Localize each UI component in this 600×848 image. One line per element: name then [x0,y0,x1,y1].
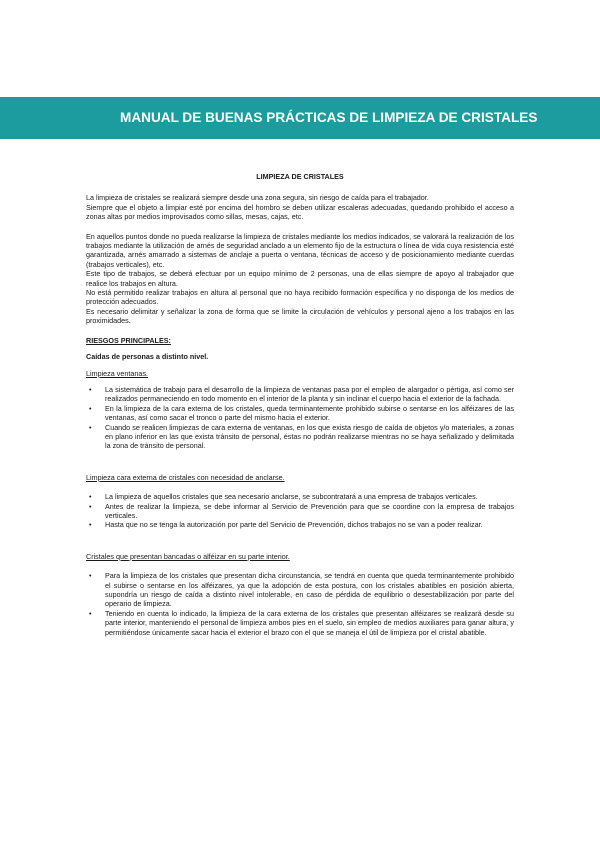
bullet-icon: • [89,403,92,413]
list-item: • En la limpieza de la cara externa de los cristales, queda terminantemente prohibido subirse o sentarse en los alféizares de las ventanas, así como sacar el tronco o parte del mismo hacia el exterior. [89,403,514,423]
section-title: LIMPIEZA DE CRISTALES [256,172,344,181]
risks-heading: RIESGOS PRINCIPALES: [86,335,171,345]
bullet-icon: • [89,520,92,530]
section-heading-anchoring: Limpieza cara externa de cristales con necesidad de anclarse. [86,472,285,482]
list-item: • Antes de realizar la limpieza, se debe informar al Servicio de Prevención para que se coordine con la empresa de trabajos verticales. [89,501,514,520]
bullet-icon: • [89,608,92,618]
bullet-list-anchoring [86,492,514,530]
list-item: • Hasta que no se tenga la autorización por parte del Servicio de Prevención, dichos trabajos no se van a poder realizar. [89,520,483,530]
list-item: • La limpieza de aquellos cristales que sea necesario anclarse, se subcontratará a una empresa de trabajos verticales. [89,492,478,502]
intro-paragraph-2: Siempre que el objeto a limpiar esté por encima del hombro se deben utilizar escaleras adecuadas, quedando prohibido el acceso a zonas altas por medios improvisados como sillas, mesas, cajas, etc. [86,202,514,222]
paragraph-team: Este tipo de trabajos, se deberá efectuar por un equipo mínimo de 2 personas, una de ellas siempre de apoyo al trabajador que realice los trabajos en altura. [86,269,514,288]
document-title: MANUAL DE BUENAS PRÁCTICAS DE LIMPIEZA DE CRISTALES [120,110,538,125]
bullet-list-windows [86,385,514,451]
risk-item: Caídas de personas a distinto nivel. [86,352,209,362]
header-banner [0,97,600,139]
paragraph-signalling: Es necesario delimitar y señalizar la zona de forma que se limite la circulación de vehículos y personal ajeno a los trabajos en las proximidades. [86,306,514,326]
bullet-icon: • [89,571,92,581]
bullet-icon: • [89,384,92,394]
bullet-icon: • [89,422,92,432]
list-item: • Teniendo en cuenta lo indicado, la limpieza de la cara externa de los cristales que presentan alféizares se realizará desde su parte interior, manteniendo el personal de limpieza ambos pies en el suelo, sin empleo de medios auxiliares para ganar altura, y permitiéndose únicamente sacar hacia el exterior el brazo con el que se maneja el útil de limpieza por el cristal abatible. [89,608,514,637]
paragraph-training: No está permitido realizar trabajos en altura al personal que no haya recibido formación específica y no disponga de los medios de protección adecuados. [86,288,514,307]
intro-paragraph-1: La limpieza de cristales se realizará siempre desde una zona segura, sin riesgo de caída para el trabajador. [86,193,429,203]
section-heading-sills: Cristales que presentan bancadas o alféizar en su parte interior. [86,551,290,561]
document-body [86,172,514,637]
list-item: • Para la limpieza de los cristales que presentan dicha circunstancia, se tendrá en cuenta que queda terminantemente prohibido el subirse o sentarse en los alféizares, ya que la adopción de esta postura, con los cristales abatibles en posición abierta, supondría un riesgo de caída a distinto nivel intolerable, en caso de pérdida de equilibrio o desestabilización por parte del operario de limpieza. [89,571,514,609]
section-heading-windows: Limpieza ventanas. [86,368,148,378]
list-item: • La sistemática de trabajo para el desarrollo de la limpieza de ventanas pasa por el empleo de alargador o pértiga, así como ser realizados permaneciendo en todo momento en el interior de la planta y sin inclinar el cuerpo hacia el exterior de la fachada. [89,384,514,404]
bullet-icon: • [89,492,92,502]
list-item: • Cuando se realicen limpiezas de cara externa de ventanas, en los que exista riesgo de caída de objetos y/o materiales, a zonas en plano inferior en las que exista tránsito de personal, éstas no podrán realizarse mientras no se haya señalizado y delimitada la zona de tránsito de personal. [89,422,514,451]
bullet-icon: • [89,501,92,511]
bullet-list-sills [86,571,514,637]
paragraph-harness: En aquellos puntos donde no pueda realizarse la limpieza de cristales mediante los medios indicados, se valorará la realización de los trabajos mediante la utilización de arnés de seguridad anclado a un elemento fijo de la estructura o línea de vida cuya resistencia esté garantizada, arnés amarrado a sistemas de anclaje a puerta o ventana, técnicas de acceso y de posicionamiento mediante cuerdas (trabajos verticales), etc. [86,231,514,269]
